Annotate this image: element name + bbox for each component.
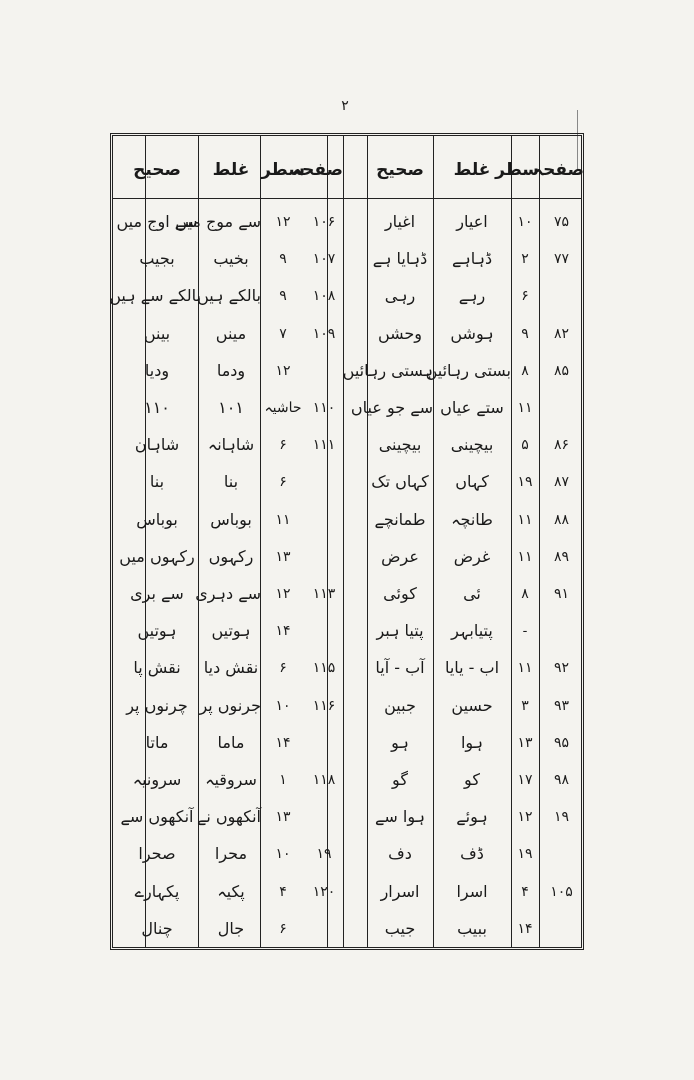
right-cell-wrong: کہاں [455, 472, 489, 492]
right-cell-page: ۸۵ [553, 362, 570, 379]
right-cell-wrong: ستے عیاں [440, 398, 504, 417]
right-cell-correct: ڈہایا ہے [372, 249, 428, 269]
right-cell-wrong: ڈہاہے [451, 249, 493, 269]
right-cell-wrong: اعیار [456, 212, 488, 231]
left-cell-page: ۱۰۶ [312, 214, 336, 230]
right-cell-correct: جیب [384, 918, 416, 938]
right-cell-correct: کہاں تک [371, 472, 429, 492]
left-cell-wrong: آنکھوں نے [196, 807, 261, 827]
right-cell-page [539, 611, 584, 651]
right-cell-page: ۱۰۵ [550, 883, 573, 900]
left-cell-wrong: بنا [223, 472, 239, 492]
right-cell-line: ۵ [521, 437, 529, 454]
right-cell-page: ۹۲ [553, 660, 570, 677]
left-cell-page: ۱۱۵ [312, 660, 336, 677]
left-cell-page: ۱۹ [316, 846, 332, 863]
left-cell-correct: بجیب [139, 249, 175, 269]
left-cell-line: ۶ [279, 660, 287, 677]
left-cell-line: ۱۱ [275, 511, 291, 528]
left-cell-correct: سرونیہ [132, 770, 182, 789]
left-cell-line: ۱۳ [275, 548, 291, 565]
left-cell-wrong: سے دہری [195, 584, 261, 603]
left-cell-wrong: شاہانہ [207, 435, 255, 455]
right-cell-correct: طمانچے [374, 509, 426, 529]
left-cell-page: ۱۰۸ [312, 288, 336, 305]
left-header-line: سطر [261, 160, 305, 180]
left-cell-wrong: پکیہ [217, 881, 245, 901]
left-cell-page [305, 611, 343, 651]
left-cell-correct: بینں [143, 323, 171, 343]
left-cell-wrong: سے موج میں [175, 212, 261, 231]
right-cell-line: ۱۲ [517, 809, 533, 826]
left-cell-line: ۶ [279, 474, 287, 491]
right-cell-line: ۱۷ [517, 772, 533, 788]
left-cell-wrong: رکہوں [208, 546, 254, 566]
right-cell-correct: اغیار [384, 212, 416, 231]
right-cell-page: ۹۳ [553, 697, 570, 714]
right-cell-line: ۱۰ [517, 214, 533, 230]
right-cell-line: ۲ [521, 251, 529, 268]
right-cell-page [539, 276, 584, 316]
right-cell-line: ۳ [521, 697, 529, 714]
page-number: ۲ [341, 98, 349, 114]
left-cell-wrong: نقش دیا [203, 658, 259, 678]
right-cell-page: ۹۸ [553, 772, 570, 788]
left-cell-page [305, 537, 343, 577]
right-cell-correct: سے جو عیاں [350, 398, 433, 417]
left-cell-wrong: جرنوں پر [199, 695, 261, 715]
right-cell-wrong: ببیب [457, 918, 487, 938]
left-header-wrong: غلط [212, 160, 250, 180]
left-cell-page [305, 462, 343, 502]
left-cell-wrong: سروقیہ [205, 770, 257, 789]
left-cell-page: ۱۱۰ [312, 400, 336, 416]
left-cell-correct: نقش پا [133, 658, 181, 678]
left-cell-wrong: مینں [215, 323, 247, 343]
left-cell-line: ۱۲ [275, 214, 291, 230]
right-cell-wrong: ئی [463, 584, 481, 603]
left-cell-wrong: بخیب [213, 249, 249, 269]
left-cell-wrong: ۱۰۱ [218, 398, 244, 417]
right-cell-correct: جبین [384, 695, 416, 715]
right-cell-correct: اسرار [380, 881, 420, 901]
right-cell-wrong: ہوا [460, 732, 484, 752]
left-cell-line: حاشیہ [264, 400, 302, 416]
left-cell-line: ۶ [279, 920, 287, 937]
right-cell-page: ۸۶ [553, 437, 570, 454]
right-header-correct: صحیح [376, 160, 424, 180]
left-cell-correct: ہوتیں [137, 621, 177, 641]
left-cell-correct: سے اوج میں [116, 212, 198, 231]
right-cell-line: ۹ [521, 325, 529, 342]
left-cell-wrong: محرا [214, 844, 248, 864]
left-cell-page: ۱۱۱ [312, 437, 336, 454]
right-cell-correct: رہی [384, 286, 416, 306]
right-cell-correct: ہستی رہائیں [342, 360, 433, 380]
left-cell-wrong: ماما [217, 732, 245, 752]
right-cell-page: ۸۸ [553, 511, 570, 528]
right-cell-correct: ہو [391, 732, 409, 752]
right-cell-wrong: اسرا [456, 881, 488, 901]
right-cell-page: ۸۲ [553, 325, 570, 342]
right-cell-correct: پتیا ہبر [376, 621, 424, 641]
right-cell-wrong: طانچہ [451, 509, 493, 529]
right-header-wrong: غلط [453, 160, 491, 180]
left-header-page: صفحہ [292, 160, 343, 180]
right-cell-line: ۱۱ [517, 548, 533, 565]
left-cell-line: ۱۰ [275, 846, 291, 863]
left-cell-line: ۱۲ [275, 586, 291, 602]
right-cell-line: ۱۱ [517, 400, 533, 416]
left-cell-line: ۶ [279, 437, 287, 454]
right-cell-wrong: رہے [458, 286, 486, 306]
right-cell-line: - [522, 623, 528, 640]
left-cell-page [305, 723, 343, 763]
left-cell-page: ۱۱۳ [312, 586, 336, 602]
left-cell-correct: بنا [149, 472, 165, 492]
right-cell-page: ۹۵ [553, 734, 570, 751]
left-cell-page [305, 351, 343, 391]
left-cell-page: ۱۱۶ [312, 697, 336, 714]
left-cell-page [305, 909, 343, 949]
right-cell-line: ۶ [521, 288, 529, 305]
right-cell-line: ۴ [521, 883, 529, 900]
left-cell-line: ۱۰ [275, 697, 291, 714]
left-cell-wrong: جال [217, 918, 245, 938]
left-cell-wrong: بالکے ہیں [197, 286, 261, 306]
right-cell-wrong: پتیابہر [451, 621, 493, 641]
left-cell-line: ۹ [279, 288, 287, 305]
left-cell-correct: ودیا [144, 360, 170, 380]
left-cell-correct: سے بری [130, 584, 184, 603]
left-cell-wrong: بوباس [210, 509, 252, 529]
right-cell-wrong: حسین [451, 695, 493, 715]
right-cell-page: ۷۵ [553, 214, 570, 230]
left-cell-correct: ماتا [145, 732, 169, 752]
left-cell-line: ۱۴ [275, 734, 291, 751]
left-cell-correct: آنکھوں سے [120, 807, 194, 827]
left-cell-correct: چنال [141, 918, 173, 938]
right-cell-page [539, 834, 584, 874]
right-cell-wrong: ہوشں [450, 323, 494, 343]
left-cell-correct: بالکے سے ہیں [109, 286, 201, 306]
right-cell-correct: ہوا سے [375, 807, 425, 827]
right-cell-page: ۱۹ [553, 809, 570, 826]
right-cell-correct: وحشں [377, 323, 423, 343]
right-cell-wrong: بیچینی [450, 435, 494, 455]
left-cell-line: ۱۳ [275, 809, 291, 826]
left-cell-line: ۱ [279, 772, 287, 788]
right-cell-correct: عرض [381, 546, 419, 566]
left-cell-correct: ۱۱۰ [144, 398, 170, 417]
right-cell-line: ۱۹ [517, 474, 533, 491]
right-cell-page [539, 388, 584, 428]
left-cell-correct: بوباس [136, 509, 178, 529]
right-cell-page: ۸۷ [553, 474, 570, 491]
right-cell-correct: گو [392, 770, 408, 789]
right-cell-wrong: اب - یایا [444, 658, 500, 678]
left-cell-line: ۷ [279, 325, 287, 342]
left-cell-correct: چرنوں پر [126, 695, 188, 715]
right-cell-correct: کوئی [383, 584, 417, 603]
right-cell-wrong: کو [464, 770, 480, 789]
column-divider [343, 136, 344, 947]
left-cell-line: ۱۲ [275, 362, 291, 379]
right-cell-line: ۱۴ [517, 920, 533, 937]
left-cell-line: ۴ [279, 883, 287, 900]
right-cell-correct: دف [388, 844, 412, 864]
left-cell-correct: رکہوں میں [119, 546, 195, 566]
left-header-correct: صحیح [133, 160, 181, 180]
left-cell-page: ۱۰۷ [312, 251, 336, 268]
left-cell-correct: شاہان [134, 435, 180, 455]
right-cell-page: ۸۹ [553, 548, 570, 565]
left-cell-line: ۱۴ [275, 623, 291, 640]
left-cell-correct: صحرا [138, 844, 176, 864]
right-cell-line: ۸ [521, 586, 529, 602]
right-cell-line: ۱۱ [517, 511, 533, 528]
right-cell-line: ۱۹ [517, 846, 533, 863]
right-cell-page: ۹۱ [553, 586, 570, 602]
left-cell-page: ۱۲۰ [312, 883, 336, 900]
right-cell-wrong: غرض [453, 546, 491, 566]
right-cell-correct: بیچینی [378, 435, 422, 455]
right-cell-wrong: ہوئے [456, 807, 488, 827]
left-cell-page [305, 500, 343, 540]
right-cell-wrong: بستی رہائیں [425, 360, 511, 380]
right-header-page: صفحہ [533, 160, 584, 180]
left-cell-correct: پکہارے [134, 881, 180, 901]
left-cell-page: ۱۱۸ [312, 772, 336, 788]
left-cell-wrong: ودما [216, 360, 246, 380]
right-cell-line: ۱۱ [517, 660, 533, 677]
right-cell-page [539, 909, 584, 949]
right-cell-wrong: ڈف [460, 844, 484, 864]
right-cell-line: ۸ [521, 362, 529, 379]
right-cell-line: ۱۳ [517, 734, 533, 751]
right-cell-page: ۷۷ [553, 251, 570, 268]
right-header-line: سطر [495, 160, 539, 180]
left-cell-page: ۱۰۹ [312, 325, 336, 342]
errata-table [110, 133, 584, 950]
left-cell-page [305, 797, 343, 837]
right-cell-correct: آب - آیا [375, 658, 425, 678]
left-cell-line: ۹ [279, 251, 287, 268]
left-cell-wrong: ہوتیں [211, 621, 251, 641]
